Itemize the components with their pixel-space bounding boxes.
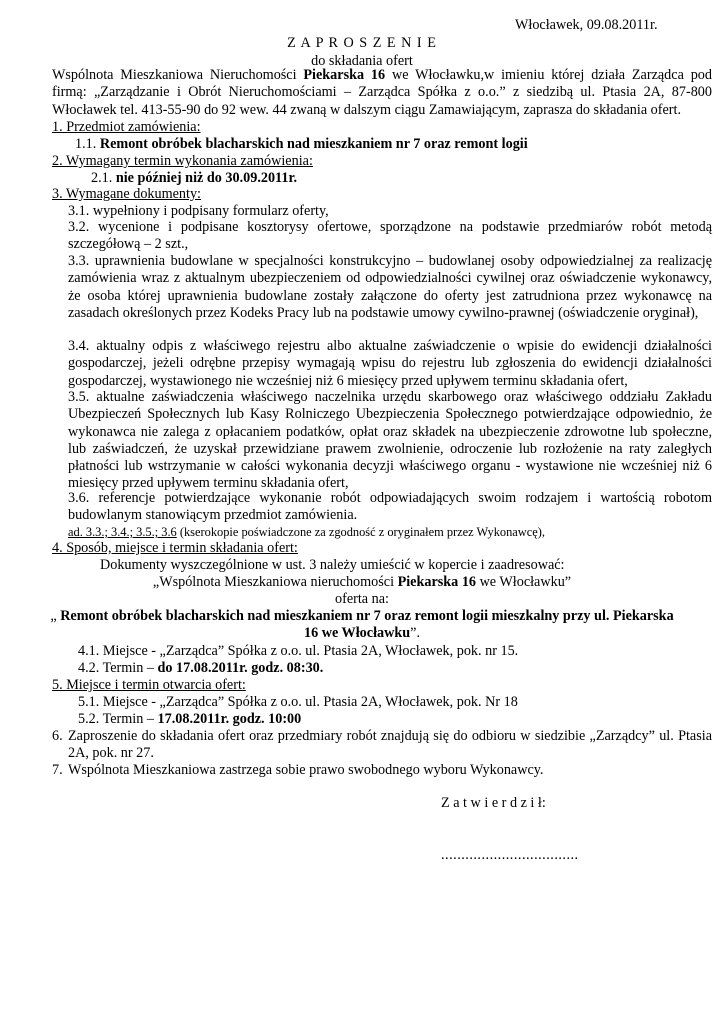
section-1-item: 1.1. Remont obróbek blacharskich nad mieszkaniem nr 7 oraz remont logii xyxy=(75,136,528,152)
section-3-heading: 3. Wymagane dokumenty: xyxy=(52,186,202,202)
approval-label: Z a t w i e r d z i ł: xyxy=(441,795,546,811)
section-7-number: 7. xyxy=(52,762,63,778)
section-7-text: Wspólnota Mieszkaniowa zastrzega sobie prawo swobodnego wyboru Wykonawcy. xyxy=(68,762,544,778)
signature-line: .................................. xyxy=(441,847,579,863)
note-reference: ad. 3.3.; 3.4.; 3.5.; 3.6 xyxy=(68,525,177,539)
section-4-heading: 4. Sposób, miejsce i termin składania ofert: xyxy=(52,540,298,556)
section-3-note: ad. 3.3.; 3.4.; 3.5.; 3.6 (kserokopie poświadczone za zgodność z oryginałem przez Wykonawcę), xyxy=(68,525,545,539)
section-6-number: 6. xyxy=(52,728,63,744)
section-2-item: 2.1. nie później niż do 30.09.2011r. xyxy=(91,170,297,186)
section-5-item-1: 5.1. Miejsce - „Zarządca” Spółka z o.o. ul. Ptasia 2A, Włocławek, pok. Nr 18 xyxy=(78,694,518,710)
document-subtitle: do składania ofert xyxy=(311,53,413,69)
community-name: Piekarska 16 xyxy=(303,67,386,83)
section-1-heading: 1. Przedmiot zamówienia: xyxy=(52,119,201,135)
oferta-na-label: oferta na: xyxy=(335,591,389,607)
section-4-instruction: Dokumenty wyszczególnione w ust. 3 należy umieścić w kopercie i zaadresować: xyxy=(100,557,565,573)
section-5-item-2: 5.2. Termin – 17.08.2011r. godz. 10:00 xyxy=(78,711,302,727)
offer-subject-line-2: 16 we Włocławku”. xyxy=(303,625,420,641)
section-3-item-1: 3.1. wypełniony i podpisany formularz oferty, xyxy=(68,203,329,219)
section-3-item-5: 3.5. aktualne zaświadczenia właściwego naczelnika urzędu skarbowego oraz właściwego oddziału Zakładu Ubezpieczeń Społecznych lub Kasy Rolniczego Ubezpieczenia Społecznego potwierdzające odpowiednio, że wykonawca nie zalega z opłacaniem podatków, opłat oraz składek na ubezpieczenie zdrowotne lub społeczne, lub zaświadczeń, że uzyskał przewidziane prawem zwolnienie, odroczenie lub rozłożenie na raty zaległych płatności lub wstrzymanie w całości wykonania decyzji właściwego organu - wystawione nie wcześniej niż 6 miesięcy przed upływem terminu składania ofert, xyxy=(68,389,712,492)
place-date: Włocławek, 09.08.2011r. xyxy=(515,17,658,33)
section-3-item-2: 3.2. wycenione i podpisane kosztorysy ofertowe, sporządzone na podstawie przedmiarów robót metodą szczegółową – 2 szt., xyxy=(68,219,712,253)
section-3-item-3: 3.3. uprawnienia budowlane w specjalności konstrukcyjno – budowlanej osoby odpowiedzialnej za realizację zamówienia wraz z aktualnym ubezpieczeniem od odpowiedzialności cywilnej oraz oświadczenie wykonawcy, że osoba której uprawnienia budowlane zostały załączone do oferty jest zatrudniona przez wykonawcę na zasadach określonych przez Kodeks Pracy lub na podstawie umowy cywilno-prawnej (oświadczenie oryginał), xyxy=(68,253,712,321)
envelope-address: „Wspólnota Mieszkaniowa nieruchomości Piekarska 16 we Włocławku” xyxy=(152,574,572,590)
offer-subject-line-1: „ Remont obróbek blacharskich nad mieszkaniem nr 7 oraz remont logii mieszkalny przy ul. Piekarska xyxy=(50,608,674,624)
section-2-heading: 2. Wymagany termin wykonania zamówienia: xyxy=(52,153,313,169)
section-6-text: Zaproszenie do składania ofert oraz przedmiary robót znajdują się do odbioru w siedzibie „Zarządcy” ul. Ptasia 2A, pok. nr 27. xyxy=(68,728,712,762)
section-4-item-2: 4.2. Termin – do 17.08.2011r. godz. 08:30. xyxy=(78,660,324,676)
section-3-item-6: 3.6. referencje potwierdzające wykonanie robót odpowiadających swoim rodzajem i wartością robotom budowlanym stanowiącym przedmiot zamówienia. xyxy=(68,490,712,524)
section-4-item-1: 4.1. Miejsce - „Zarządca” Spółka z o.o. ul. Ptasia 2A, Włocławek, pok. nr 15. xyxy=(78,643,519,659)
document-title: Z A P R O S Z E N I E xyxy=(287,35,437,51)
intro-paragraph: Wspólnota Mieszkaniowa Nieruchomości Piekarska 16 we Włocławku,w imieniu której działa Zarządca pod firmą: „Zarządzanie i Obrót Nieruchomościami – Zarządca Spółka z o.o.” z siedzibą ul. Ptasia 2A, 87-800 Włocławek tel. 413-55-90 do 92 wew. 44 zwaną w dalszym ciągu Zamawiającym, zaprasza do składania ofert. xyxy=(52,67,712,118)
section-5-heading: 5. Miejsce i termin otwarcia ofert: xyxy=(52,677,246,693)
section-3-item-4: 3.4. aktualny odpis z właściwego rejestru albo aktualne zaświadczenie o wpisie do ewidencji działalności gospodarczej, jeżeli odrębne przepisy wymagają wpisu do rejestru lub zgłoszenia do ewidencji działalności gospodarczej, wystawionego nie wcześniej niż 6 miesięcy przed upływem terminu składania ofert, xyxy=(68,338,712,389)
